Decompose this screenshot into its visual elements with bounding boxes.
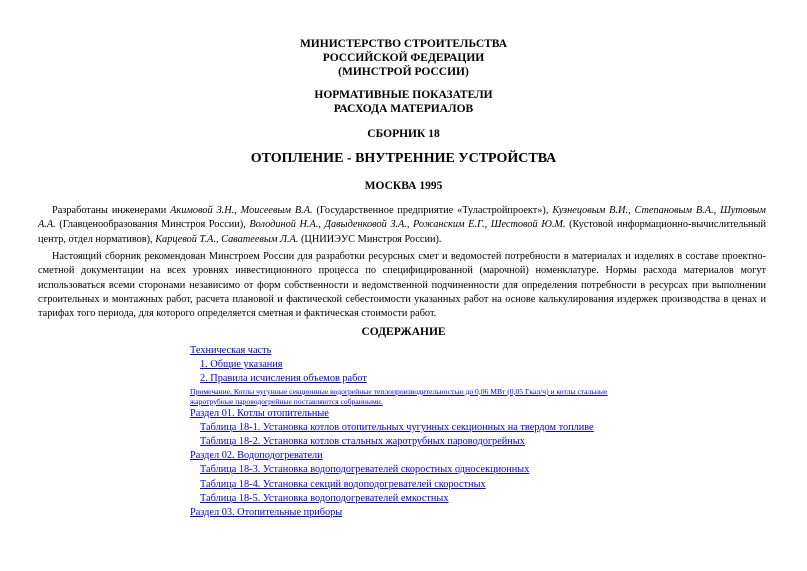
toc-section-02[interactable]: Раздел 02. Водоподогреватели — [190, 450, 323, 462]
city-year: МОСКВА 1995 — [364, 180, 443, 192]
toc-table-18-1[interactable]: Таблица 18-1. Установка котлов отопительных чугунных секционных на твердом топливе — [200, 421, 594, 433]
collection-number: СБОРНИК 18 — [367, 128, 440, 140]
toc-table-18-3[interactable]: Таблица 18-3. Установка водоподогревателей скоростных односекционных — [200, 464, 530, 476]
ministry-heading — [0, 37, 807, 79]
toc-table-18-5[interactable]: Таблица 18-5. Установка водоподогревателей емкостных — [200, 492, 449, 504]
toc-general-instructions[interactable]: 1. Общие указания — [200, 359, 283, 371]
toc-section-03[interactable]: Раздел 03. Отопительные приборы — [190, 507, 343, 519]
norm-heading — [0, 88, 807, 116]
developers-paragraph: Разработаны инженерами Акимовой З.Н., Моисеевым В.А. (Государственное предприятие «Тулаcтройпроект»), Кузнецовым В.И., Степановым В.А., Шутовым А.А. (Главценообразования Минстроя России), Володиной Н.А., Давыденковой З.А., Рожанским Е.Г., Шестовой Ю.М. (Кустовой информационно-вычислительный центр, отдел нормативов), Карцевой Т.А., Саватеевым Л.А. (ЦНИИЭУС Минстроя России). — [38, 205, 766, 245]
norm-line-1: НОРМАТИВНЫЕ ПОКАЗАТЕЛИ — [314, 89, 493, 101]
ministry-line-1: МИНИСТЕРСТВО СТРОИТЕЛЬСТВА — [299, 38, 508, 50]
toc-section-01[interactable]: Раздел 01. Котлы отопительные — [190, 407, 329, 419]
toc-volume-rules[interactable]: 2. Правила исчисления объемов работ — [200, 373, 367, 385]
toc-technical-part[interactable]: Техническая часть — [190, 345, 272, 356]
document-title: ОТОПЛЕНИЕ - ВНУТРЕННИЕ УСТРОЙСТВА — [250, 151, 557, 166]
ministry-line-2: РОССИЙСКОЙ ФЕДЕРАЦИИ — [322, 52, 485, 64]
toc-note[interactable]: Примечание. Котлы чугунные секционные водогрейные теплопроизводительностью до 0,06 МВт (0,05 Гкал/ч) и котлы стальные жаротрубные пароводогрейные поставляются собранными. — [190, 386, 608, 406]
contents-heading: СОДЕРЖАНИЕ — [361, 326, 446, 338]
description-paragraph: Настоящий сборник рекомендован Минстроем России для разработки ресурсных смет и ведомостей потребности в материалах и изделиях в составе проектно-сметной документации на всех уровнях инвестиционного процесса по специфицированной (марочной) номенклатуре. Нормы расхода материалов могут использоваться всеми сторонами независимо от форм собственности и ведомственной подчиненности для определения потребности в ресурсах при выполнении строительных и монтажных работ, расчета плановой и фактической себестоимости указанных работ на основе калькулирования издержек производства в ценах и тарифах того периода, для которого определяется сметная и фактическая стоимости работ. — [38, 251, 766, 320]
table-of-contents — [190, 344, 610, 520]
toc-table-18-4[interactable]: Таблица 18-4. Установка секций водоподогревателей скоростных — [200, 478, 486, 490]
norm-line-2: РАСХОДА МАТЕРИАЛОВ — [333, 103, 474, 115]
toc-table-18-2[interactable]: Таблица 18-2. Установка котлов стальных жаротрубных пароводогрейных — [200, 436, 525, 448]
ministry-line-3: (МИНСТРОЙ РОССИИ) — [338, 66, 469, 78]
